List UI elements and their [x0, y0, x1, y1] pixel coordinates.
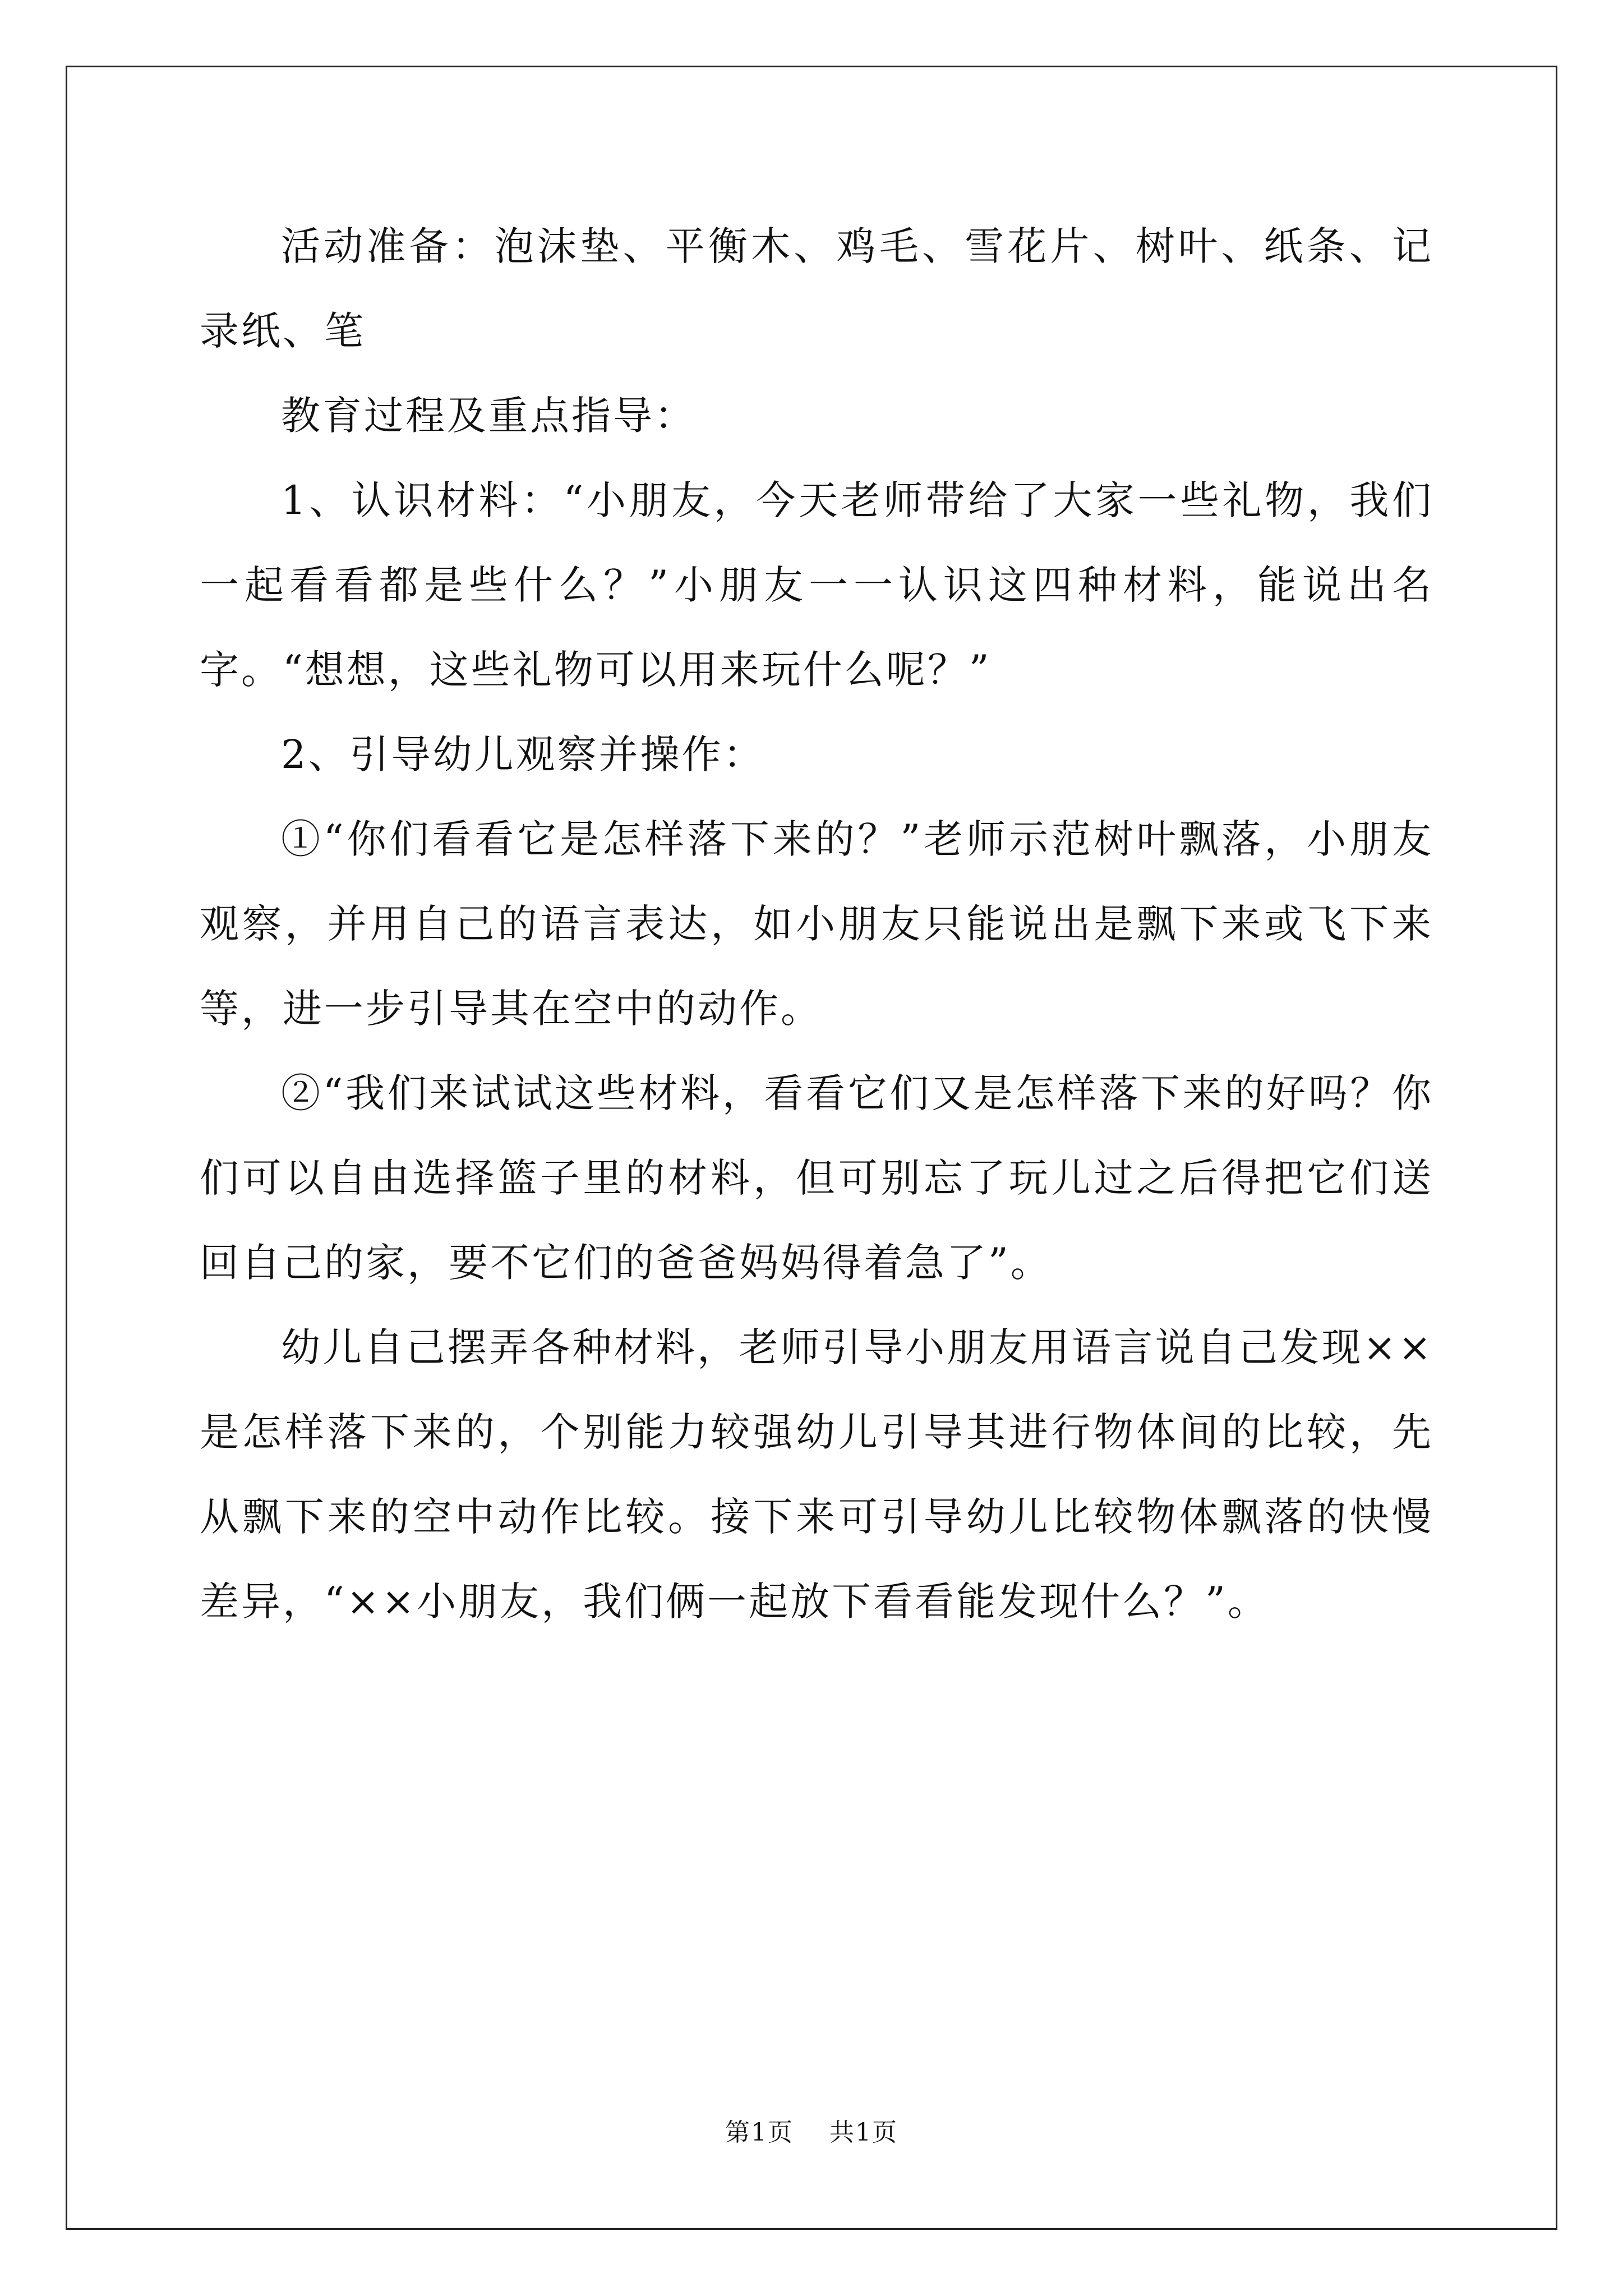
page-number-current: 第1页: [725, 2118, 794, 2147]
paragraph-materials: 活动准备：泡沫垫、平衡木、鸡毛、雪花片、树叶、纸条、记录纸、笔: [200, 223, 1433, 354]
paragraph-step-2-2: ②“我们来试试这些材料，看看它们又是怎样落下来的好吗？你们可以自由选择篮子里的材料，但可别忘了玩儿过之后得把它们送回自己的家，要不它们的爸爸妈妈得着急了”。: [200, 1070, 1433, 1286]
page-number-total: 共1页: [829, 2118, 898, 2147]
paragraph-children-explore: 幼儿自己摆弄各种材料，老师引导小朋友用语言说自己发现××是怎样落下来的，个别能力较强幼儿引导其进行物体间的比较，先从飘下来的空中动作比较。接下来可引导幼儿比较物体飘落的快慢差异，“××小朋友，我们俩一起放下看看能发现什么？”。: [200, 1324, 1433, 1625]
paragraph-step-1: 1、认识材料：“小朋友，今天老师带给了大家一些礼物，我们一起看看都是些什么？”小朋友一一认识这四种材料，能说出名字。“想想，这些礼物可以用来玩什么呢？”: [200, 477, 1433, 693]
paragraph-step-2: 2、引导幼儿观察并操作：: [281, 731, 765, 777]
paragraph-process-heading: 教育过程及重点指导：: [281, 393, 696, 439]
page-footer: [0, 2116, 1623, 2150]
paragraph-step-2-1: ①“你们看看它是怎样落下来的？”老师示范树叶飘落，小朋友观察，并用自己的语言表达，如小朋友只能说出是飘下来或飞下来等，进一步引导其在空中的动作。: [200, 816, 1433, 1032]
document-body: [200, 204, 1433, 1644]
